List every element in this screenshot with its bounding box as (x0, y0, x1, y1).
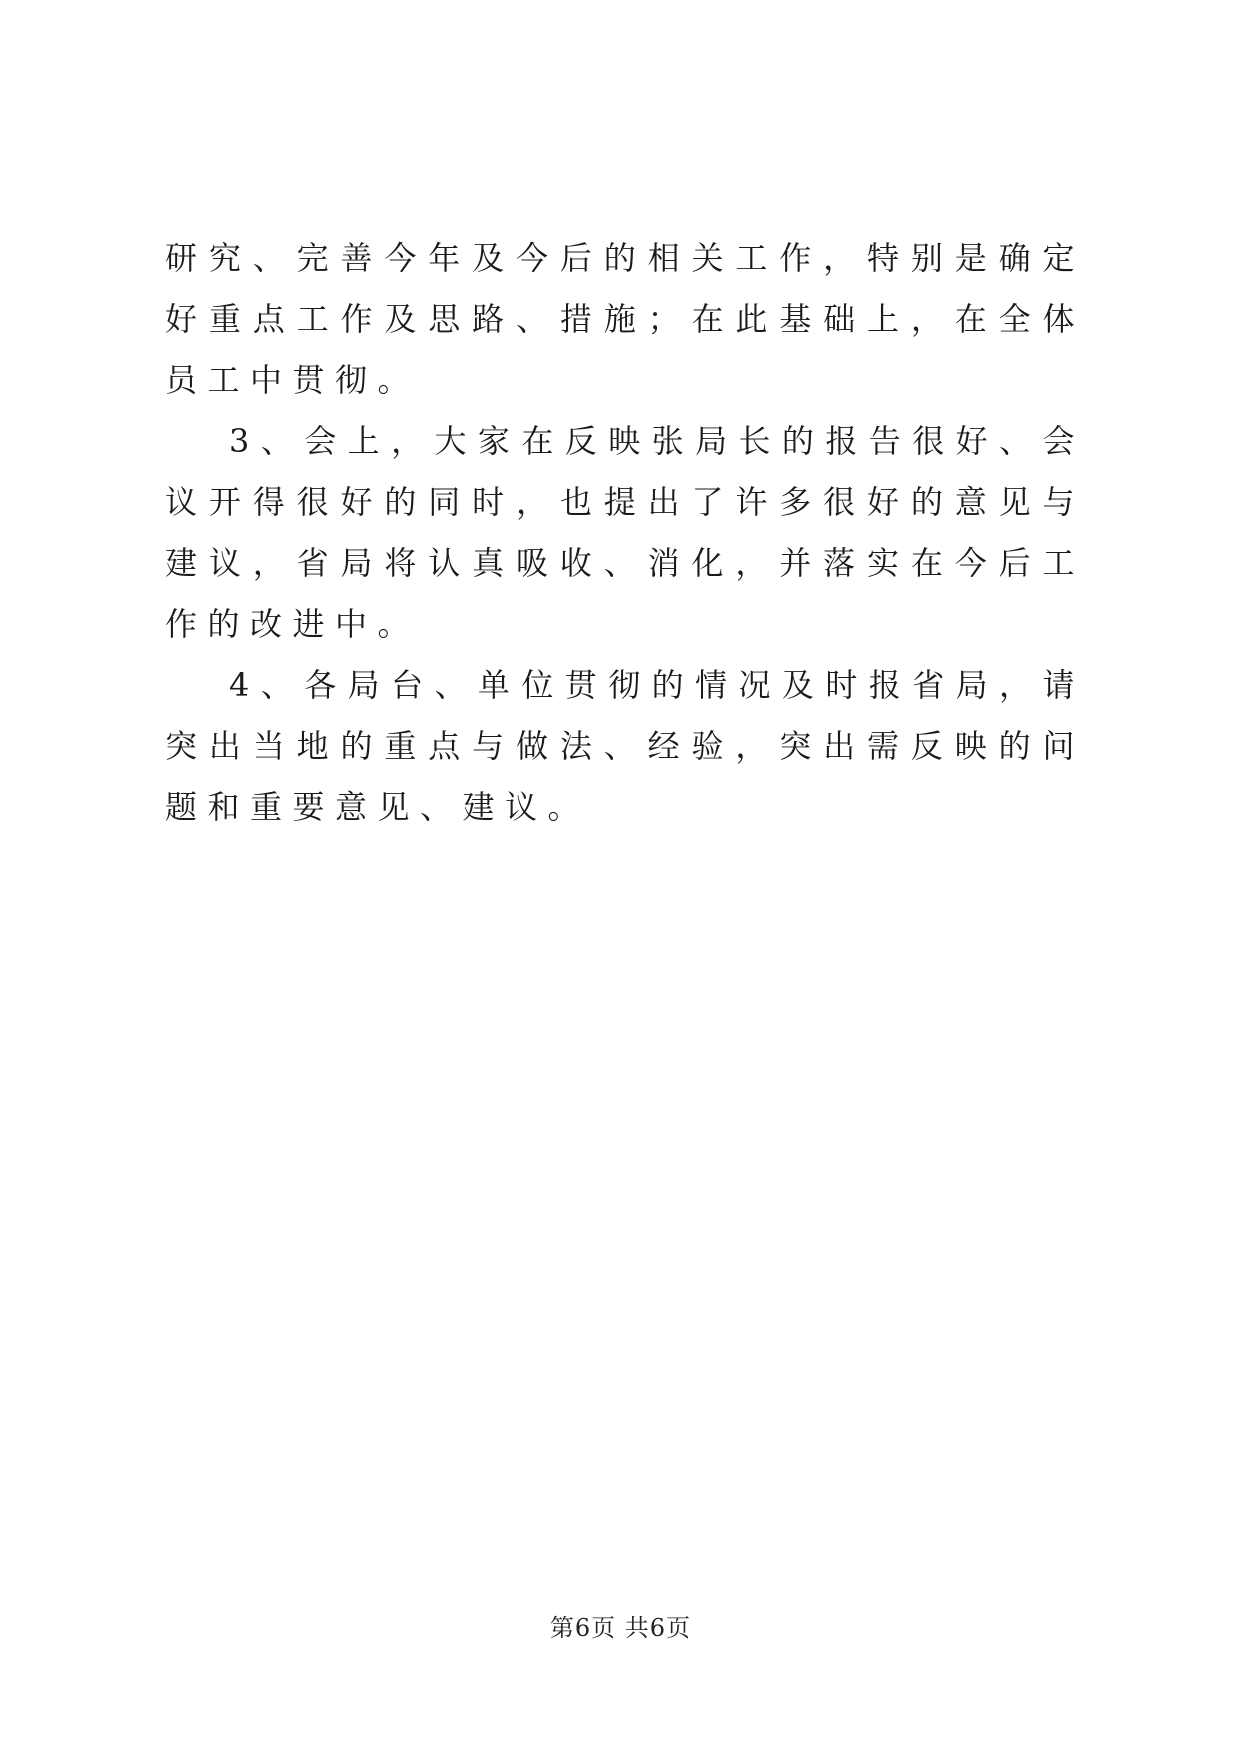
paragraph-continuation: 研究、完善今年及今后的相关工作，特别是确定好重点工作及思路、措施；在此基础上，在全体员工中贯彻。 (165, 239, 1085, 399)
page-number-footer: 第6页 共6页 (549, 1614, 692, 1642)
paragraph-item-4: 4、各局台、单位贯彻的情况及时报省局，请突出当地的重点与做法、经验，突出需反映的问题和重要意见、建议。 (165, 666, 1085, 826)
document-body (165, 228, 1085, 838)
paragraph-item-3: 3、会上，大家在反映张局长的报告很好、会议开得很好的同时，也提出了许多很好的意见与建议，省局将认真吸收、消化，并落实在今后工作的改进中。 (165, 422, 1085, 643)
